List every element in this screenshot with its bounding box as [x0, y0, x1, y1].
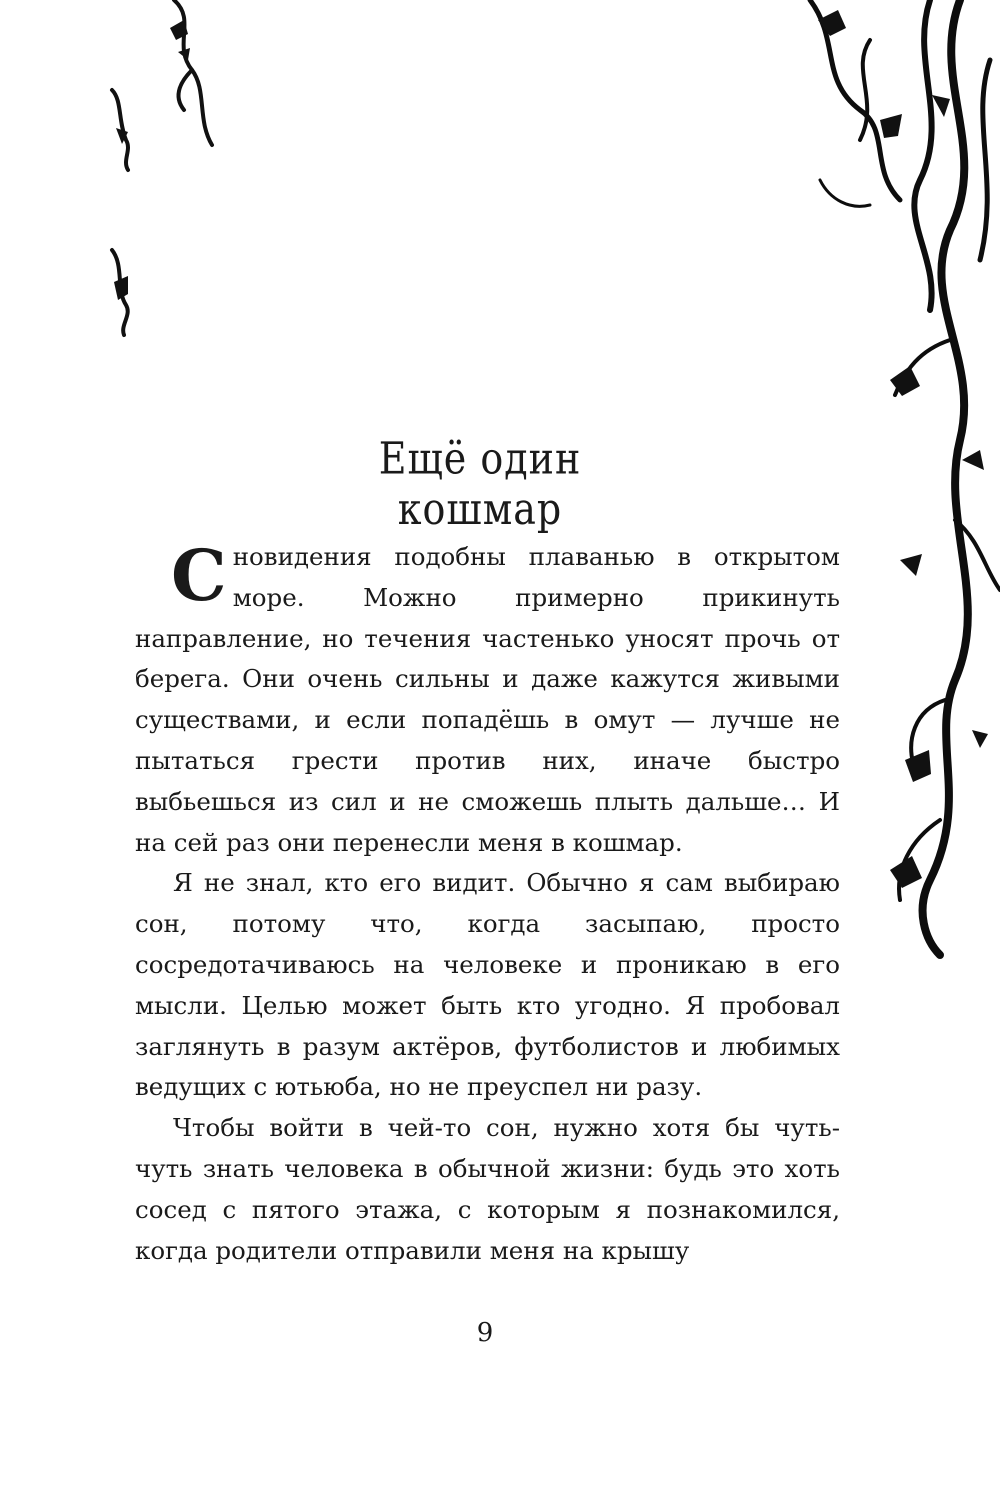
paragraph-1	[135, 534, 840, 863]
scan-left-edge	[0, 0, 112, 1491]
paragraph-2: Я не знал, кто его видит. Обычно я сам выбираю сон, потому что, когда засыпаю, просто сосредотачиваюсь на человеке и проникаю в его мысли. Целью может быть кто угодно. Я пробовал заглянуть в разум актёров, футболистов и любимых ведущих с ютьюба, но не преуспел ни разу.	[135, 868, 840, 1102]
paragraph-3: Чтобы войти в чей-то сон, нужно хотя бы чуть-чуть знать человека в обычной жизни: будь это хоть сосед с пятого этажа, с которым я познакомился, когда родители отправили меня на крышу	[135, 1113, 840, 1265]
drop-cap-letter: С	[171, 534, 227, 617]
paragraph-1-text: новидения подобны плаванью в открытом море. Можно примерно прикинуть направление, но течения частенько уносят прочь от берега. Они очень сильны и даже кажутся живыми существами, и если попадёшь в омут — лучше не пытаться грести против них, иначе быстро выбьешься из сил и не сможешь плыть дальше… И на сей раз они перенесли меня в кошмар.	[135, 542, 840, 857]
body-text	[135, 534, 840, 1271]
vine-ornament-top-left	[112, 0, 252, 340]
chapter-title: Ещё один кошмар	[378, 433, 582, 535]
page-number: 9	[476, 1318, 494, 1348]
